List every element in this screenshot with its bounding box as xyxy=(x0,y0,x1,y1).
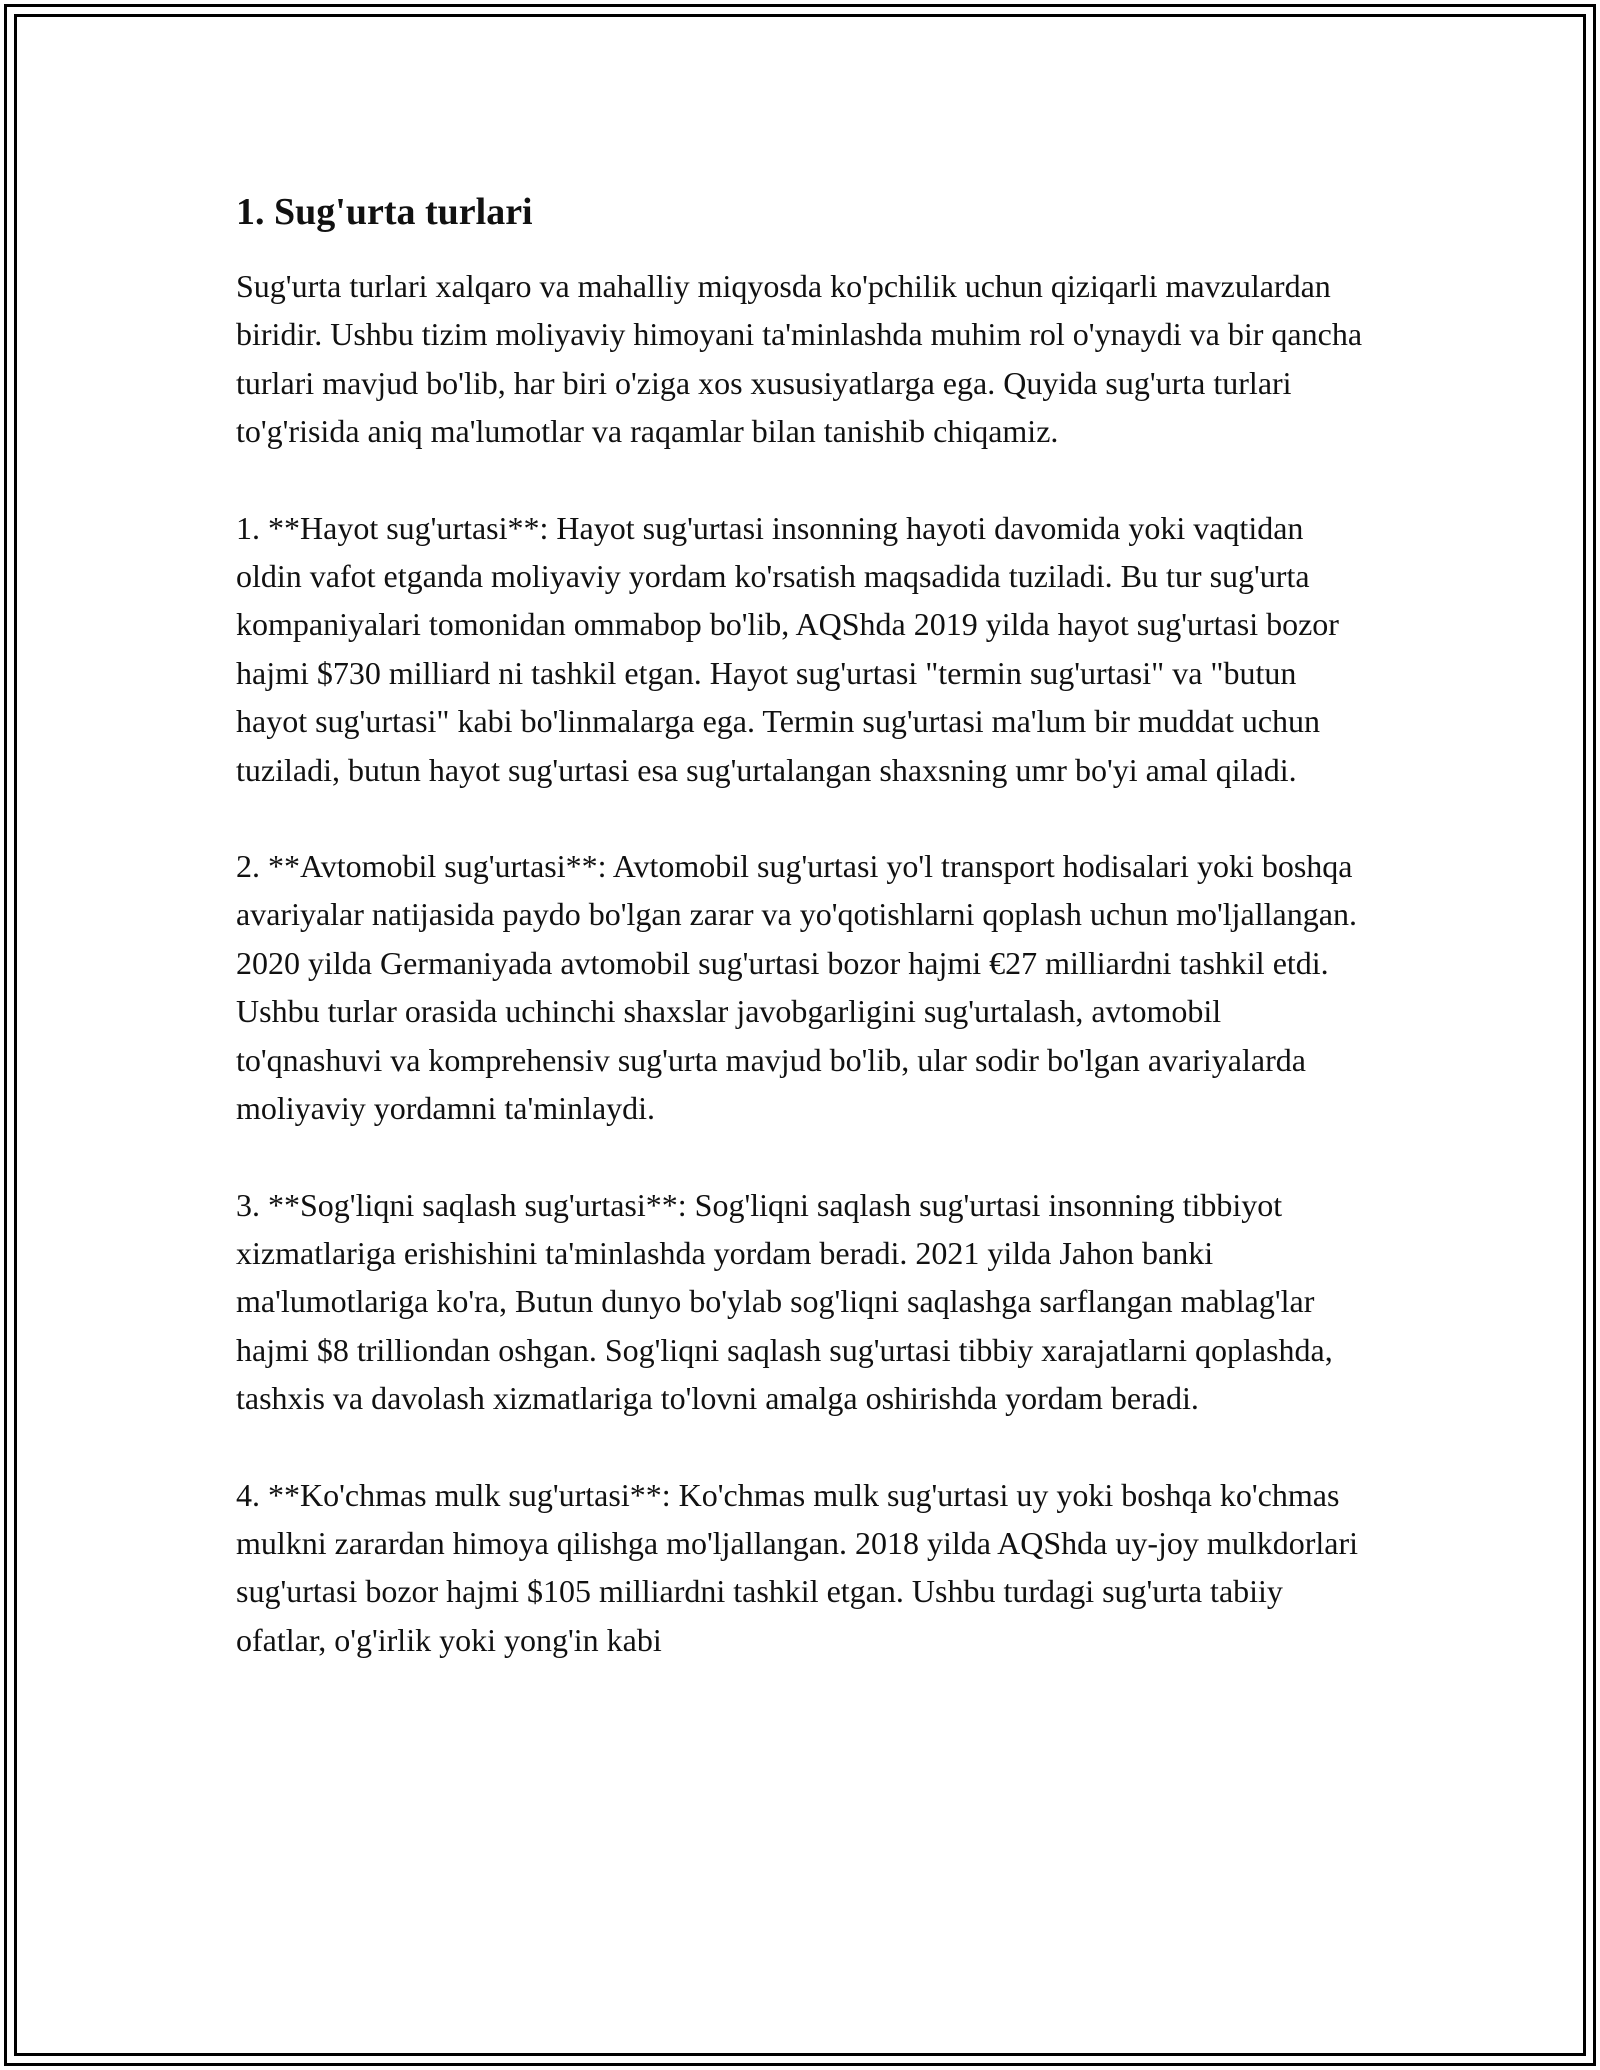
property-insurance-paragraph: 4. **Ko'chmas mulk sug'urtasi**: Ko'chmas mulk sug'urtasi uy yoki boshqa ko'chmas mulkni zarardan himoya qilishga mo'ljallangan. 2018 yilda AQShda uy-joy mulkdorlari sug'urtasi bozor hajmi $105 milliardni tashkil etgan. Ushbu turdagi sug'urta tabiiy ofatlar, o'g'irlik yoki yong'in kabi xyxy=(236,1476,1358,1658)
life-insurance-paragraph: 1. **Hayot sug'urtasi**: Hayot sug'urtasi insonning hayoti davomida yoki vaqtidan oldin vafot etganda moliyaviy yordam ko'rsatish maqsadida tuziladi. Bu tur sug'urta kompaniyalari tomonidan ommabop bo'lib, AQShda 2019 yilda hayot sug'urtasi bozor hajmi $730 milliard ni tashkil etgan. Hayot sug'urtasi "termin sug'urtasi" va "butun hayot sug'urtasi" kabi bo'linmalarga ega. Termin sug'urtasi ma'lum bir muddat uchun tuziladi, butun hayot sug'urtasi esa sug'urtalangan shaxsning umr bo'yi amal qiladi. xyxy=(236,509,1339,788)
auto-insurance-paragraph: 2. **Avtomobil sug'urtasi**: Avtomobil sug'urtasi yo'l transport hodisalari yoki boshqa avariyalar natijasida paydo bo'lgan zarar va yo'qotishlarni qoplash uchun mo'ljallangan. 2020 yilda Germaniyada avtomobil sug'urtasi bozor hajmi €27 milliardni tashkil etdi. Ushbu turlar orasida uchinchi shaxslar javobgarligini sug'urtalash, avtomobil to'qnashuvi va komprehensiv sug'urta mavjud bo'lib, ular sodir bo'lgan avariyalarda moliyaviy yordamni ta'minlaydi. xyxy=(236,848,1357,1127)
health-insurance-paragraph: 3. **Sog'liqni saqlash sug'urtasi**: Sog'liqni saqlash sug'urtasi insonning tibbiyot xizmatlariga erishishini ta'minlashda yordam beradi. 2021 yilda Jahon banki ma'lumotlariga ko'ra, Butun dunyo bo'ylab sog'liqni saqlashga sarflangan mablag'lar hajmi $8 trilliondan oshgan. Sog'liqni saqlash sug'urtasi tibbiy xarajatlarni qoplashda, tashxis va davolash xizmatlariga to'lovni amalga oshirishda yordam beradi. xyxy=(236,1186,1333,1417)
document-body xyxy=(236,186,1364,1664)
section-heading: 1. Sug'urta turlari xyxy=(236,191,533,233)
intro-paragraph: Sug'urta turlari xalqaro va mahalliy miqyosda ko'pchilik uchun qiziqarli mavzulardan biridir. Ushbu tizim moliyaviy himoyani ta'minlashda muhim rol o'ynaydi va bir qancha turlari mavjud bo'lib, har biri o'ziga xos xususiyatlarga ega. Quyida sug'urta turlari to'g'risida aniq ma'lumotlar va raqamlar bilan tanishib chiqamiz. xyxy=(236,268,1363,450)
